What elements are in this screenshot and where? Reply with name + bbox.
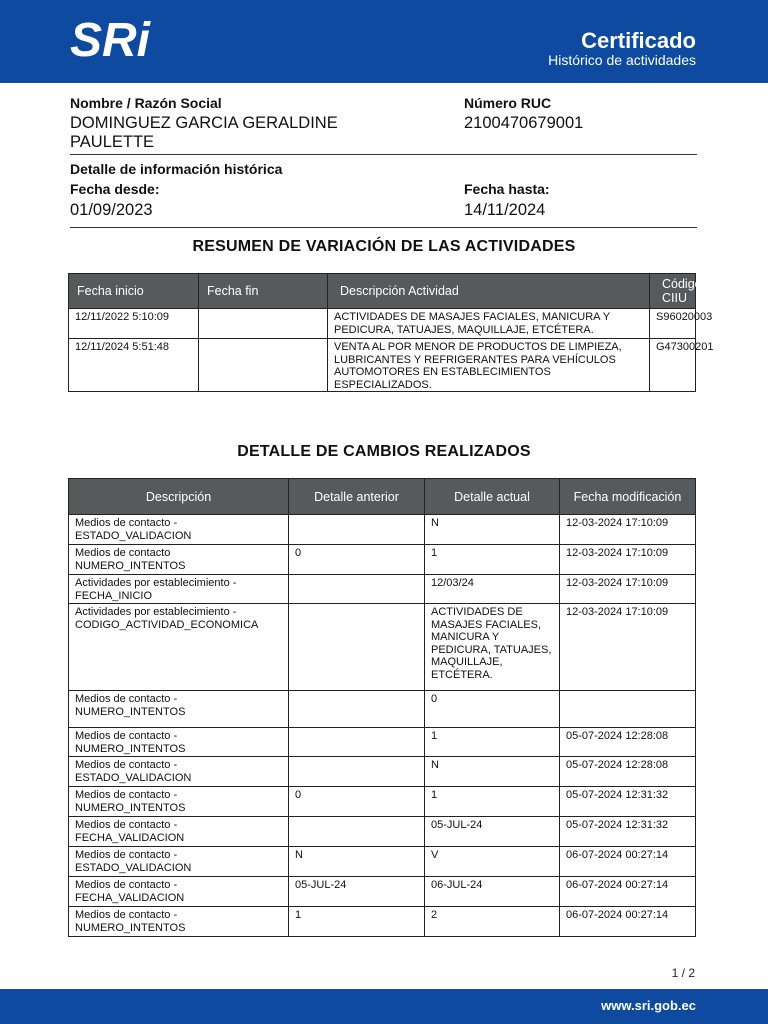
name-label: Nombre / Razón Social bbox=[70, 95, 222, 111]
descripcion-cell: Medios de contacto - FECHA_VALIDACION bbox=[69, 817, 289, 847]
fecha-modificacion-cell: 06-07-2024 00:27:14 bbox=[560, 877, 696, 907]
descripcion-cell: Medios de contacto - NUMERO_INTENTOS bbox=[69, 691, 289, 728]
detalle-anterior-cell bbox=[289, 604, 425, 691]
detalle-anterior-cell bbox=[289, 691, 425, 728]
descripcion-cell: Medios de contacto - ESTADO_VALIDACION bbox=[69, 515, 289, 545]
certificate-subtitle: Histórico de actividades bbox=[548, 52, 696, 68]
detalle-anterior-cell bbox=[289, 728, 425, 757]
fecha-modificacion-cell: 06-07-2024 00:27:14 bbox=[560, 847, 696, 877]
column-header: Descripción Actividad bbox=[328, 274, 650, 309]
codigo-ciiu-cell: G47300201 bbox=[650, 339, 696, 392]
detalle-anterior-cell bbox=[289, 817, 425, 847]
detalle-actual-cell: N bbox=[425, 757, 560, 787]
detalle-anterior-cell: 1 bbox=[289, 907, 425, 937]
header-bar bbox=[0, 0, 768, 83]
descripcion-cell: Medios de contacto - FECHA_VALIDACION bbox=[69, 877, 289, 907]
name-value-line1: DOMINGUEZ GARCIA GERALDINE bbox=[70, 114, 338, 132]
detalle-actual-cell: N bbox=[425, 515, 560, 545]
table-row bbox=[69, 787, 696, 817]
descripcion-cell: Medios de contacto - NUMERO_INTENTOS bbox=[69, 787, 289, 817]
table-row bbox=[69, 309, 696, 339]
detalle-actual-cell: 06-JUL-24 bbox=[425, 877, 560, 907]
detalle-actual-cell: 1 bbox=[425, 787, 560, 817]
table-row bbox=[69, 339, 696, 392]
descripcion-cell: Medios de contacto - NUMERO_INTENTOS bbox=[69, 907, 289, 937]
fecha-fin-cell bbox=[199, 309, 328, 339]
fecha-modificacion-cell: 05-07-2024 12:28:08 bbox=[560, 757, 696, 787]
to-value: 14/11/2024 bbox=[464, 201, 546, 219]
column-header: Fecha fin bbox=[199, 274, 328, 309]
detalle-anterior-cell: 0 bbox=[289, 545, 425, 575]
from-label: Fecha desde: bbox=[70, 181, 160, 197]
detalle-actual-cell: 2 bbox=[425, 907, 560, 937]
descripcion-cell: Medios de contacto NUMERO_INTENTOS bbox=[69, 545, 289, 575]
table-row bbox=[69, 691, 696, 728]
fecha-inicio-cell: 12/11/2022 5:10:09 bbox=[69, 309, 199, 339]
detalle-actual-cell: 1 bbox=[425, 728, 560, 757]
fecha-modificacion-cell: 05-07-2024 12:31:32 bbox=[560, 787, 696, 817]
column-header: Código CIIU bbox=[650, 274, 696, 309]
codigo-ciiu-cell: S96020003 bbox=[650, 309, 696, 339]
sri-logo bbox=[70, 14, 160, 67]
table-row bbox=[69, 877, 696, 907]
table-row bbox=[69, 515, 696, 545]
table-row bbox=[69, 604, 696, 691]
table-row bbox=[69, 907, 696, 937]
ruc-label: Número RUC bbox=[464, 95, 552, 111]
fecha-modificacion-cell bbox=[560, 691, 696, 728]
from-value: 01/09/2023 bbox=[70, 201, 153, 219]
detalle-actual-cell: V bbox=[425, 847, 560, 877]
column-header: Fecha inicio bbox=[69, 274, 199, 309]
table-row bbox=[69, 817, 696, 847]
svg-text:SRi: SRi bbox=[70, 14, 151, 67]
fecha-modificacion-cell: 12-03-2024 17:10:09 bbox=[560, 604, 696, 691]
fecha-modificacion-cell: 12-03-2024 17:10:09 bbox=[560, 515, 696, 545]
detalle-anterior-cell bbox=[289, 575, 425, 604]
descripcion-cell: VENTA AL POR MENOR DE PRODUCTOS DE LIMPIEZA, LUBRICANTES Y REFRIGERANTES PARA VEHÍCULOS AUTOMOTORES EN ESTABLECIMIENTOS ESPECIALIZADOS. bbox=[328, 339, 650, 392]
summary-title: RESUMEN DE VARIACIÓN DE LAS ACTIVIDADES bbox=[192, 238, 576, 255]
detalle-anterior-cell: 0 bbox=[289, 787, 425, 817]
table-row bbox=[69, 575, 696, 604]
fecha-fin-cell bbox=[199, 339, 328, 392]
descripcion-cell: Medios de contacto - NUMERO_INTENTOS bbox=[69, 728, 289, 757]
fecha-inicio-cell: 12/11/2024 5:51:48 bbox=[69, 339, 199, 392]
certificate-title: Certificado bbox=[581, 28, 696, 53]
detalle-actual-cell: 05-JUL-24 bbox=[425, 817, 560, 847]
name-value-line2: PAULETTE bbox=[70, 133, 155, 151]
column-header: Fecha modificación bbox=[560, 479, 696, 515]
detail-label: Detalle de información histórica bbox=[70, 161, 283, 177]
table-row bbox=[69, 757, 696, 787]
ruc-value: 2100470679001 bbox=[464, 114, 584, 132]
detalle-actual-cell: 0 bbox=[425, 691, 560, 728]
page-number: 1 / 2 bbox=[671, 966, 695, 980]
to-label: Fecha hasta: bbox=[464, 181, 550, 197]
divider bbox=[70, 154, 697, 155]
descripcion-cell: Actividades por establecimiento - CODIGO_ACTIVIDAD_ECONOMICA bbox=[69, 604, 289, 691]
descripcion-cell: Medios de contacto - ESTADO_VALIDACION bbox=[69, 757, 289, 787]
changes-detail-table bbox=[68, 478, 696, 937]
table-row bbox=[69, 545, 696, 575]
divider bbox=[70, 227, 697, 228]
table-header-row bbox=[69, 479, 696, 515]
detalle-anterior-cell: 05-JUL-24 bbox=[289, 877, 425, 907]
table-header-row bbox=[69, 274, 696, 309]
detalle-actual-cell: 1 bbox=[425, 545, 560, 575]
detalle-actual-cell: ACTIVIDADES DE MASAJES FACIALES, MANICURA Y PEDICURA, TATUAJES, MAQUILLAJE, ETCÉTERA. bbox=[425, 604, 560, 691]
descripcion-cell: Actividades por establecimiento - FECHA_INICIO bbox=[69, 575, 289, 604]
fecha-modificacion-cell: 05-07-2024 12:28:08 bbox=[560, 728, 696, 757]
activities-summary-table bbox=[68, 273, 714, 392]
fecha-modificacion-cell: 05-07-2024 12:31:32 bbox=[560, 817, 696, 847]
fecha-modificacion-cell: 12-03-2024 17:10:09 bbox=[560, 545, 696, 575]
fecha-modificacion-cell: 06-07-2024 00:27:14 bbox=[560, 907, 696, 937]
column-header: Detalle actual bbox=[425, 479, 560, 515]
table-row bbox=[69, 728, 696, 757]
website-link[interactable]: www.sri.gob.ec bbox=[601, 998, 696, 1013]
footer-bar bbox=[0, 989, 768, 1024]
detalle-actual-cell: 12/03/24 bbox=[425, 575, 560, 604]
descripcion-cell: ACTIVIDADES DE MASAJES FACIALES, MANICURA Y PEDICURA, TATUAJES, MAQUILLAJE, ETCÉTERA. bbox=[328, 309, 650, 339]
fecha-modificacion-cell: 12-03-2024 17:10:09 bbox=[560, 575, 696, 604]
detalle-anterior-cell bbox=[289, 515, 425, 545]
table-row bbox=[69, 847, 696, 877]
column-header: Detalle anterior bbox=[289, 479, 425, 515]
descripcion-cell: Medios de contacto - ESTADO_VALIDACION bbox=[69, 847, 289, 877]
detalle-anterior-cell bbox=[289, 757, 425, 787]
column-header: Descripción bbox=[69, 479, 289, 515]
detalle-anterior-cell: N bbox=[289, 847, 425, 877]
changes-title: DETALLE DE CAMBIOS REALIZADOS bbox=[237, 443, 531, 460]
